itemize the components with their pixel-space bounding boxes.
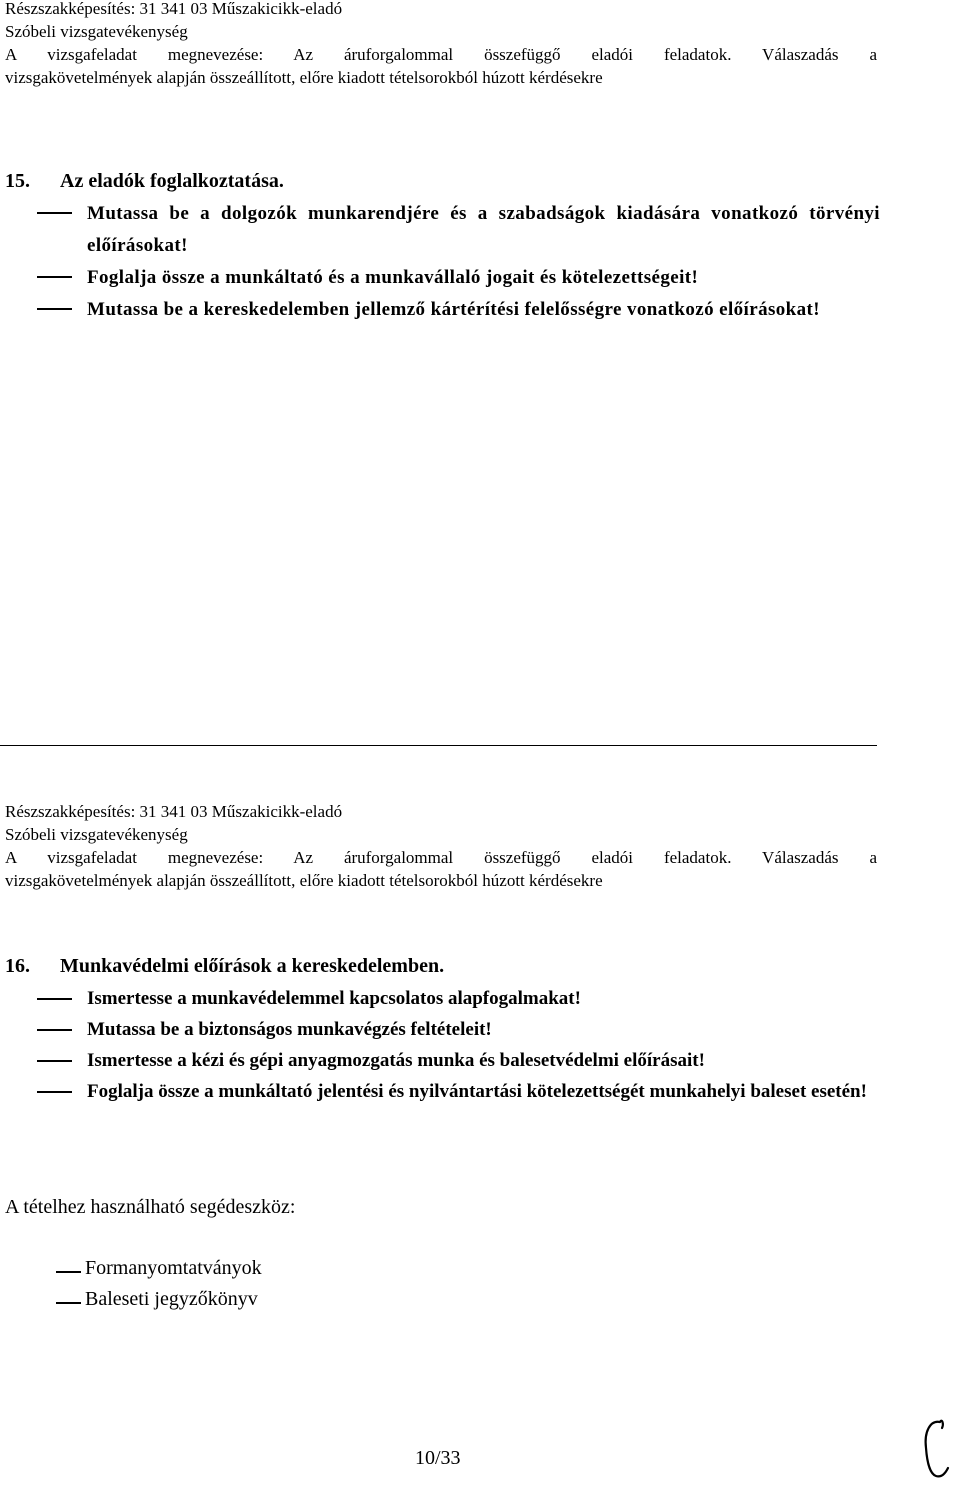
- question-list: [0, 983, 880, 1107]
- topic-number: 15.: [5, 170, 30, 192]
- page-header: [5, 800, 877, 892]
- list-item-text: Ismertesse a munkavédelemmel kapcsolatos alapfogalmakat!: [87, 988, 581, 1009]
- dash-bullet: [37, 1091, 72, 1093]
- list-item: [0, 1014, 880, 1045]
- list-item: [0, 294, 880, 326]
- dash-bullet: [37, 308, 72, 310]
- dash-bullet: [56, 1271, 81, 1273]
- header-qualification: Részszakképesítés: 31 341 03 Műszakicikk-eladó: [5, 802, 343, 821]
- header-task-name: A vizsgafeladat megnevezése: Az áruforgalommal összefüggő eladói feladatok. Válaszadás a: [5, 848, 877, 867]
- list-item: [0, 262, 880, 294]
- header-task-name: A vizsgafeladat megnevezése: Az áruforgalommal összefüggő eladói feladatok. Válaszadás a: [5, 45, 877, 64]
- list-item: [0, 983, 880, 1014]
- list-item: [0, 1045, 880, 1076]
- dash-bullet: [37, 998, 72, 1000]
- list-item-text: Foglalja össze a munkáltató jelentési és nyilvántartási kötelezettségét munkahelyi baleset esetén!: [87, 1081, 867, 1102]
- list-item-text: Formanyomtatványok: [85, 1257, 262, 1279]
- list-item: [0, 198, 880, 262]
- page-number: 10/33: [415, 1447, 461, 1469]
- dash-bullet: [37, 276, 72, 278]
- list-item-text: Ismertesse a kézi és gépi anyagmozgatás munka és balesetvédelmi előírásait!: [87, 1050, 705, 1071]
- tools-label: A tételhez használható segédeszköz:: [5, 1196, 296, 1218]
- dash-bullet: [37, 1029, 72, 1031]
- list-item-text: Baleseti jegyzőkönyv: [85, 1288, 258, 1310]
- topic-number: 16.: [5, 955, 30, 977]
- topic-title: Az eladók foglalkoztatása.: [60, 170, 284, 192]
- signature-mark: [918, 1414, 954, 1484]
- header-task-desc: vizsgakövetelmények alapján összeállított, előre kiadott tételsorokból húzott kérdésekre: [5, 871, 603, 890]
- page-divider: [0, 745, 877, 746]
- list-item-text: Foglalja össze a munkáltató és a munkavállaló jogait és kötelezettségeit!: [87, 267, 699, 288]
- header-qualification: Részszakképesítés: 31 341 03 Műszakicikk-eladó: [5, 0, 343, 18]
- page-header: [5, 0, 877, 89]
- dash-bullet: [56, 1302, 81, 1304]
- list-item: [0, 1076, 880, 1107]
- list-item-text: Mutassa be a biztonságos munkavégzés feltételeit!: [87, 1019, 492, 1040]
- dash-bullet: [37, 212, 72, 214]
- dash-bullet: [37, 1060, 72, 1062]
- topic-title: Munkavédelmi előírások a kereskedelemben.: [60, 955, 445, 977]
- list-item-text: Mutassa be a kereskedelemben jellemző kártérítési felelősségre vonatkozó előírásokat!: [87, 299, 820, 320]
- header-task-desc: vizsgakövetelmények alapján összeállított, előre kiadott tételsorokból húzott kérdésekre: [5, 68, 603, 87]
- header-exam-type: Szóbeli vizsgatevékenység: [5, 825, 188, 844]
- header-exam-type: Szóbeli vizsgatevékenység: [5, 22, 188, 41]
- list-item-text: Mutassa be a dolgozók munkarendjére és a szabadságok kiadására vonatkozó törvényi előírásokat!: [87, 203, 880, 256]
- question-list: [0, 198, 880, 326]
